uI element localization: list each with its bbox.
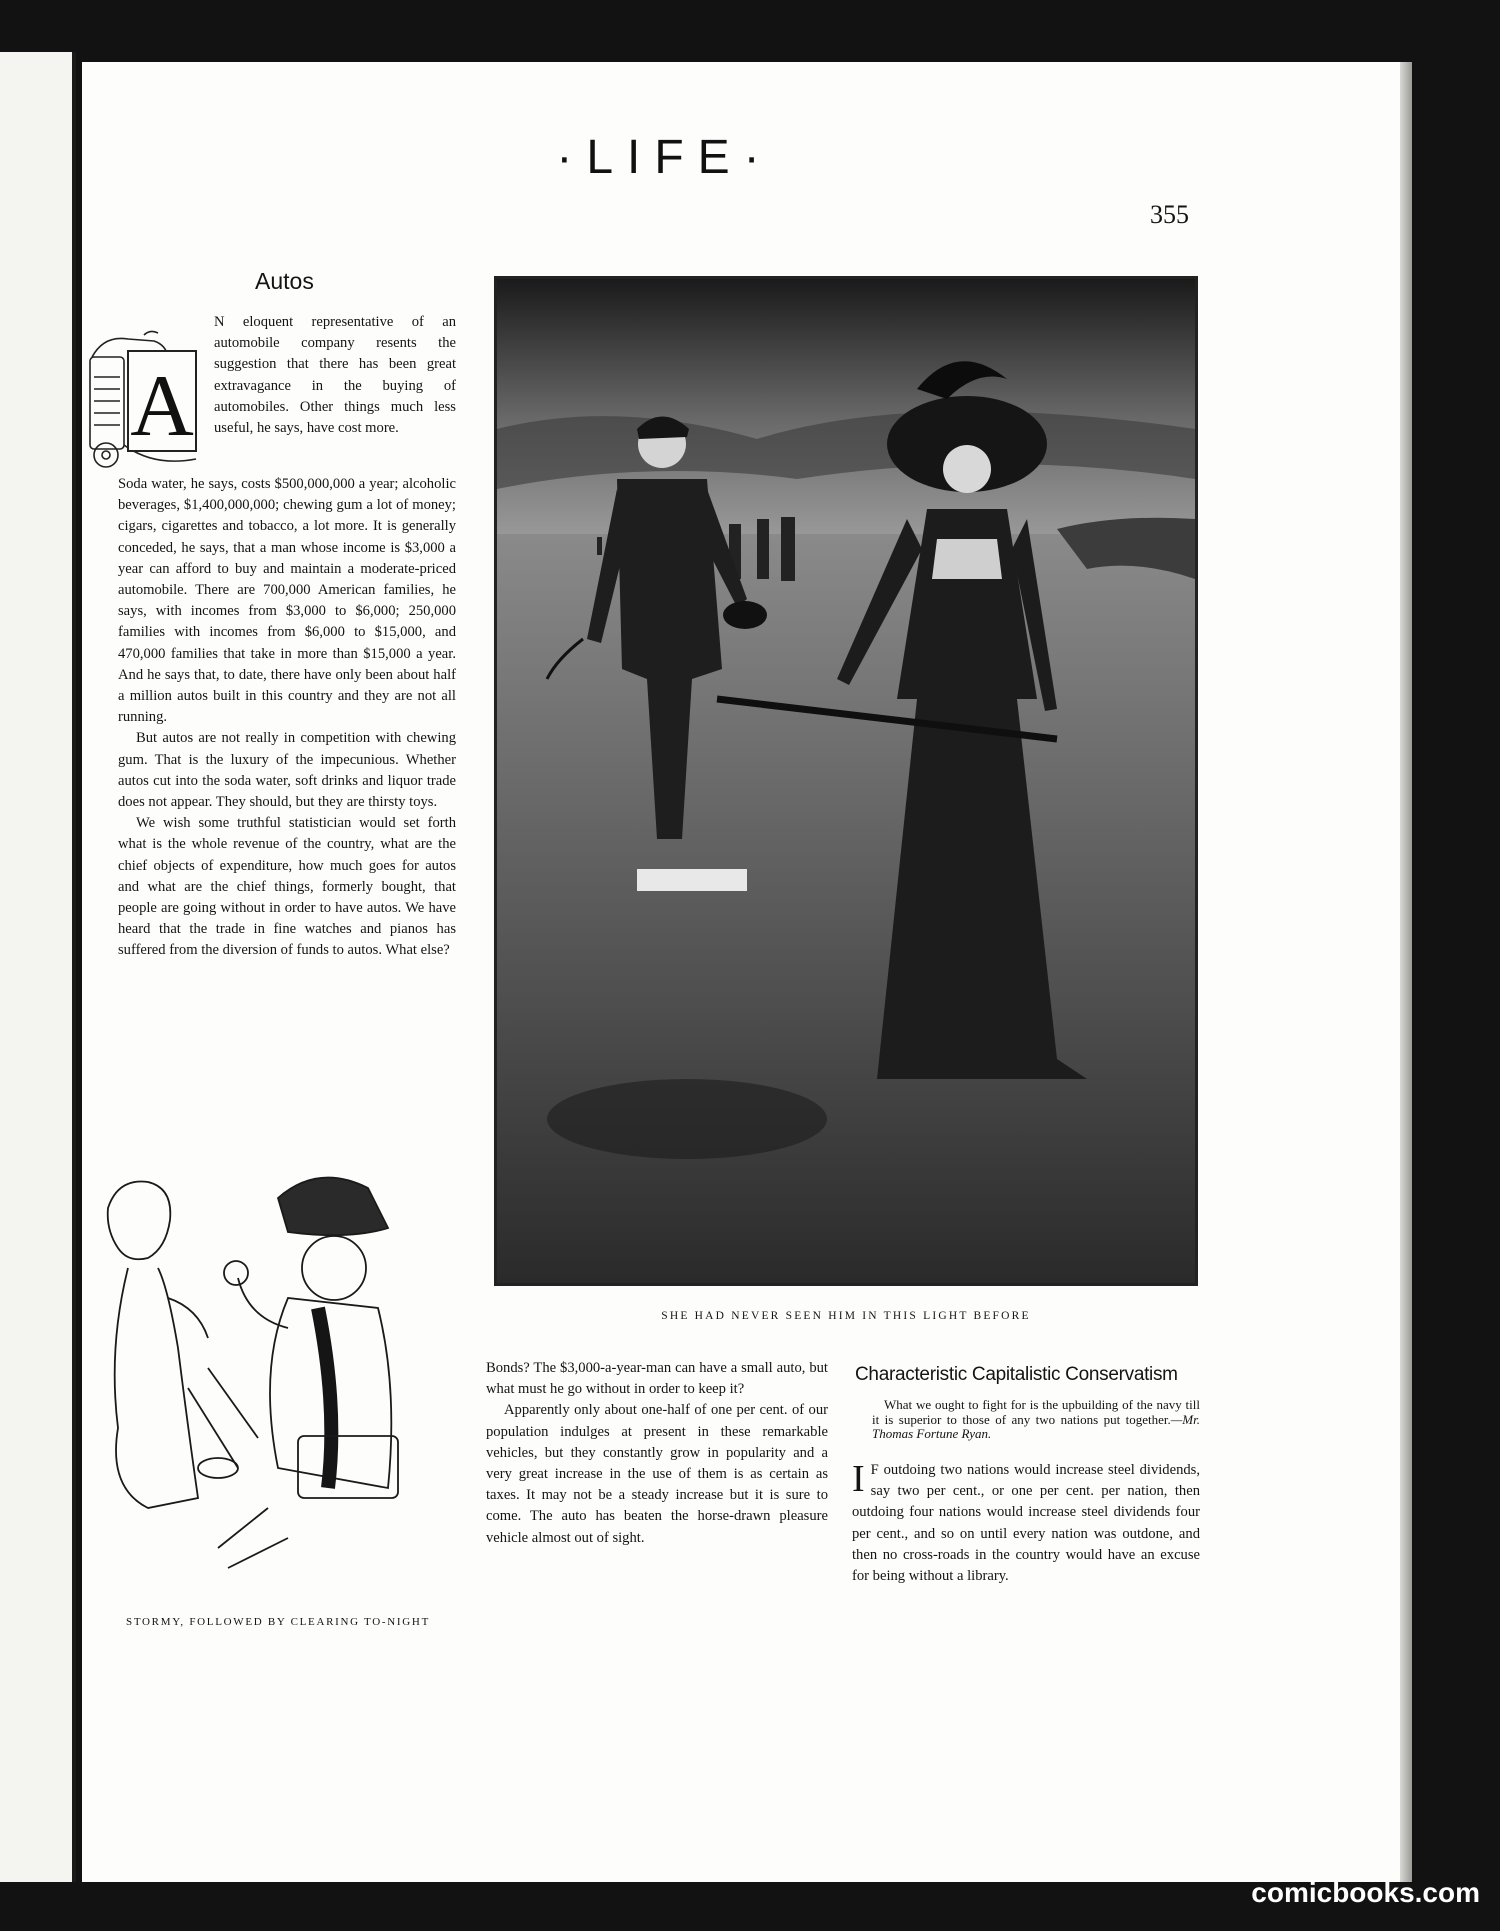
capitalistic-title: Characteristic Capitalistic Conservatism <box>855 1364 1178 1385</box>
capitalistic-body <box>852 1460 1200 1587</box>
watermark: comicbooks.com <box>1251 1877 1480 1908</box>
dropcap-letter: A <box>130 358 194 455</box>
bonds-paragraph: Bonds? The $3,000-a-year-man can have a small auto, but what must he go without in order to keep it? <box>486 1360 828 1398</box>
stout-woman-figure <box>224 1178 398 1498</box>
autos-title: Autos <box>255 268 314 294</box>
autos-opening-paragraph: N eloquent representative of an automobile company resents the suggestion that there has been great extravagance in the buying of automobiles. Other things much less useful, he says, have cost more. <box>214 314 456 437</box>
light-spot <box>637 869 747 891</box>
cartoon-caption: STORMY, FOLLOWED BY CLEARING TO-NIGHT <box>126 1616 430 1628</box>
autos-paragraph: But autos are not really in competition with chewing gum. That is the luxury of the impecunious. Whether autos cut into the soda water, soft drinks and liquor trade does not appear. They should, but they are thirsty toys. <box>118 730 456 811</box>
autos-paragraph: We wish some truthful statistician would set forth what is the whole revenue of the country, what are the chief objects of expenditure, how much goes for autos and what are the chief things, formerly bought, that people are going without in order to have autos. We have heard that the trade in fine watches and pianos has suffered from the diversion of funds to autos. What else? <box>118 815 456 959</box>
autos-continued-column <box>486 1358 828 1549</box>
illustration-caption: SHE HAD NEVER SEEN HIM IN THIS LIGHT BEFORE <box>661 1310 1031 1322</box>
page-edge-shadow <box>1400 62 1412 1882</box>
capitalistic-quote <box>872 1398 1200 1442</box>
stormy-cartoon <box>88 1168 463 1608</box>
automobile-dropcap-illustration <box>84 327 202 472</box>
autos-paragraph: Soda water, he says, costs $500,000,000 a year; alcoholic beverages, $1,400,000,000; chewing gum a lot of money; cigars, cigarettes and tobacco, a lot more. It is generally conceded, he says, that a man whose income is $3,000 a year can afford to buy and maintain a moderate-priced automobile. There are 700,000 American families, he says, with incomes from $3,000 to $6,000; 250,000 families with incomes from $6,000 to $15,000, and 470,000 families that take in more than $15,000 a year. And he says that, to date, there have only been about half a million autos built in this country and they are not all running. <box>118 476 456 726</box>
quote-text: What we ought to fight for is the upbuilding of the navy till it is superior to those of any two nations put together. <box>872 1397 1200 1427</box>
beach <box>497 534 1195 1283</box>
autos-body <box>118 474 456 962</box>
sky <box>497 279 1195 539</box>
debris <box>188 1368 288 1568</box>
capitalistic-body-text: F outdoing two nations would increase steel dividends, say two per cent., or one per cent. per nation, then outdoing four nations would increase steel dividends four per cent., and so on until every nation was outdone, and then no cross-roads in the country would have an excuse for being without a library. <box>852 1462 1200 1585</box>
masthead: ·LIFE· <box>556 131 774 184</box>
capitalistic-dropcap: I <box>852 1458 865 1500</box>
quote-attribution: —Mr. Thomas Fortune Ryan. <box>872 1411 1200 1441</box>
bonds-paragraph: Apparently only about one-half of one per cent. of our population indulges at present in these remarkable vehicles, but they constantly grow in popularity and a very great increase in the use of them is as certain as taxes. It may not be a steady increase but it is sure to come. The auto has beaten the horse-drawn pleasure vehicle almost out of sight. <box>486 1402 828 1546</box>
page-number: 355 <box>1150 200 1189 229</box>
beach-couple-illustration <box>494 276 1198 1286</box>
young-woman-figure <box>108 1182 208 1508</box>
facing-page-edge <box>0 52 76 1882</box>
